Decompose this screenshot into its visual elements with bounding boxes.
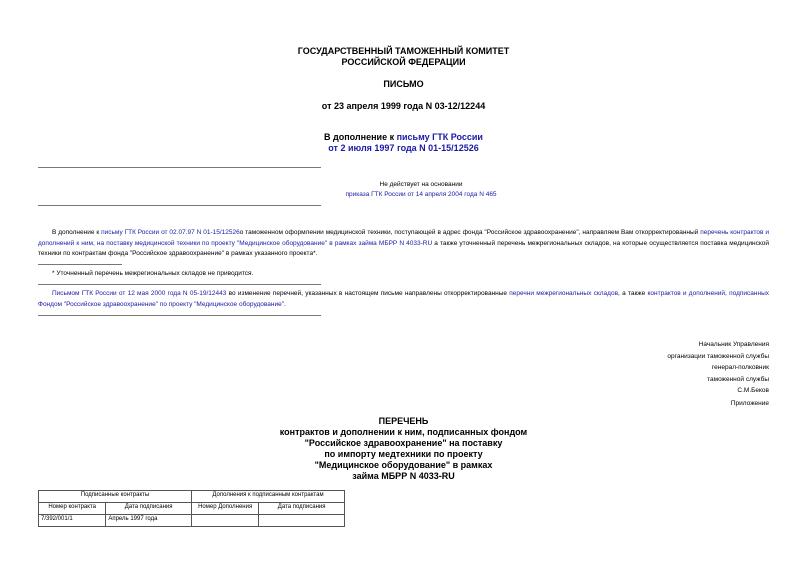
addendum-link-1[interactable]: письму ГТК России <box>396 132 483 142</box>
status-text: Не действует на основании <box>379 181 463 188</box>
appendix-title-line: по импорту медтехники по проекту <box>324 449 483 459</box>
body-paragraph-2 <box>38 289 769 310</box>
appendix-title-line: ПЕРЕЧЕНЬ <box>378 416 429 426</box>
status-link[interactable]: приказа ГТК России от 14 апреля 2004 года N 465 <box>345 191 497 198</box>
table-group-header <box>39 491 345 503</box>
col-sign-date: Дата подписания <box>106 503 192 515</box>
contracts-table <box>38 490 345 527</box>
p1-text-a: В дополнение к <box>52 229 102 236</box>
addendum-link-2[interactable]: от 2 июля 1997 года N 01-15/12526 <box>328 143 479 153</box>
table-header <box>39 503 345 515</box>
divider <box>38 315 321 316</box>
p1-text-c: а также уточненный перечень межрегиональных складов, на которые осуществляется поставка медицинской техники по контрактам фонда "Российское здравоохранение" в рамках указанного проекта*. <box>38 239 770 257</box>
table-row <box>39 515 345 527</box>
footnote: * Уточненный перечень межрегиональных складов не приводится. <box>52 270 254 277</box>
divider <box>38 284 321 285</box>
appendix-title-line: "Медицинское оборудование" в рамках <box>314 460 493 470</box>
signature-line: организации таможенной службы <box>667 352 769 360</box>
table-cell <box>191 515 258 527</box>
p2-text-b: , а также <box>618 290 648 297</box>
table-cell <box>259 515 345 527</box>
p2-link-contracts[interactable]: контрактов и дополнений, подписанных Фондом "Российское здравоохранение" по проекту "Медицинское оборудование" <box>38 290 769 308</box>
col-addendum-number: Номер Дополнения <box>191 503 258 515</box>
p1-link-letter[interactable]: письму ГТК России от 02.07.97 N 01-15/12526 <box>101 229 240 236</box>
addendum-heading <box>0 132 807 143</box>
appendix-title-line: займа МБРР N 4033-RU <box>352 471 455 481</box>
appendix-title <box>0 416 807 482</box>
signature-line: таможенной службы <box>707 375 769 383</box>
signature-line: Начальник Управления <box>698 341 769 348</box>
table-group-contracts: Подписанные контракты <box>39 491 192 503</box>
p2-text-c: . <box>284 300 286 308</box>
org-name-line1: ГОСУДАРСТВЕННЫЙ ТАМОЖЕННЫЙ КОМИТЕТ <box>297 46 510 56</box>
signature-line: С.М.Беков <box>737 387 769 394</box>
doc-type: ПИСЬМО <box>383 79 424 89</box>
appendix-title-line: "Российское здравоохранение" на поставку <box>304 438 503 448</box>
body-paragraph-1 <box>38 228 769 260</box>
p2-text-a: во изменение перечней, указанных в настоящем письме направлены откорректированные <box>226 290 510 297</box>
table-cell: 7/392/001/1 <box>39 515 106 527</box>
divider <box>38 205 321 206</box>
addendum-prefix: В дополнение к <box>324 132 397 142</box>
footnote-divider <box>38 264 122 265</box>
signature-line: генерал-полковник <box>711 364 769 371</box>
divider <box>38 167 321 168</box>
doc-date-number: от 23 апреля 1999 года N 03-12/12244 <box>321 101 486 111</box>
col-contract-number: Номер контракта <box>39 503 106 515</box>
p1-text-b: о таможенном оформлении медицинской техники, поступающей в адрес фонда "Российское здравоохранение", направляем Вам откорректированный <box>239 229 701 236</box>
p2-link-letter[interactable]: Письмом ГТК России от 12 мая 2000 года N 05-19/12443 <box>52 290 227 297</box>
appendix-title-line: контрактов и дополнении к ним, подписанных фондом <box>279 427 528 437</box>
table-group-addenda: Дополнения к подписанным контрактам <box>191 491 344 503</box>
signature-block <box>667 339 769 397</box>
p2-link-warehouses[interactable]: перечни межрегиональных складов <box>509 290 619 297</box>
p1-link-list[interactable]: перечень контрактов и дополнений к ним, на поставку медицинской техники по проекту "Медицинское оборудование" в рамках займа МБРР N 4033-RU <box>38 229 769 247</box>
col-addendum-date: Дата подписания <box>259 503 345 515</box>
appendix-label: Приложение <box>730 400 769 407</box>
table-cell: Апрель 1997 года <box>106 515 192 527</box>
org-name-line2: РОССИЙСКОЙ ФЕДЕРАЦИИ <box>341 57 466 67</box>
